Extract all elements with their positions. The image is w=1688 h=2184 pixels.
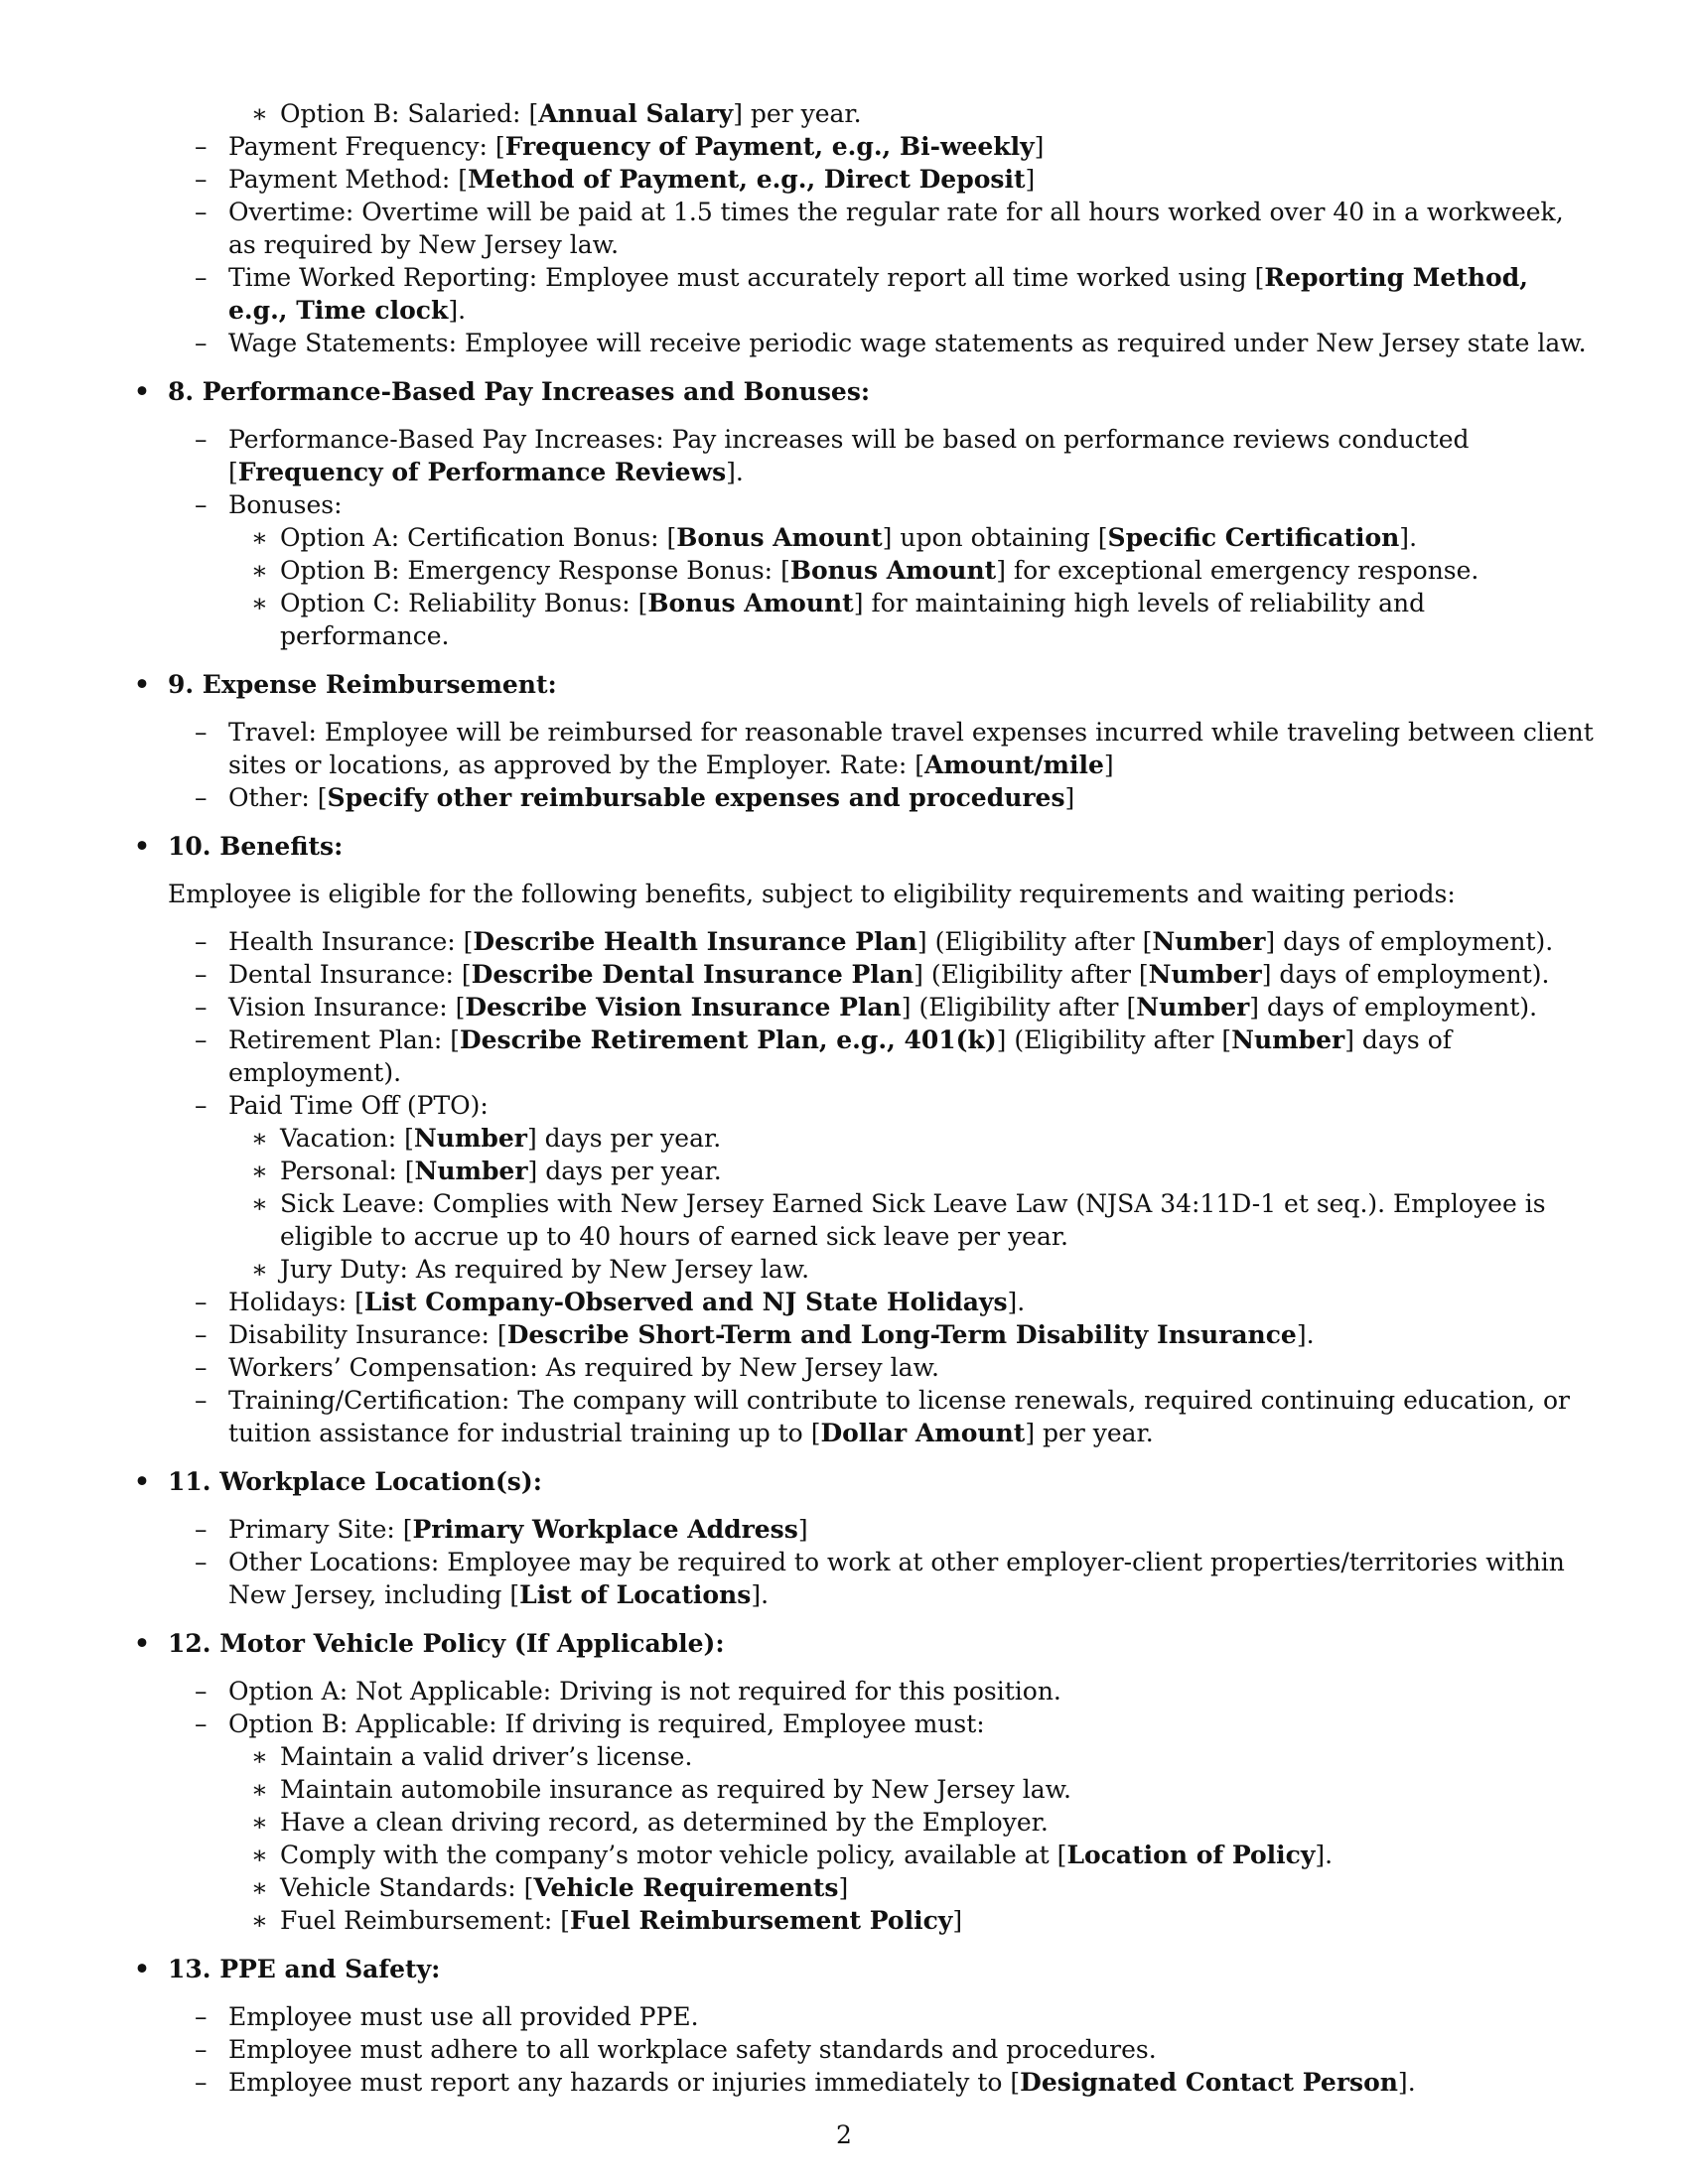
item-text: Maintain automobile insurance as required by New Jersey law. bbox=[280, 1775, 1071, 1804]
list-item: – Travel: Employee will be reimbursed for reasonable travel expenses incurred while traveling between client sites or locations, as approved by the Employer. Rate: [Amount/mile] bbox=[168, 716, 1594, 781]
item-text-after: days of employment). bbox=[228, 1025, 1453, 1087]
item-text: Holidays: bbox=[228, 1288, 355, 1316]
placeholder-field: Specific Certification bbox=[1107, 523, 1400, 552]
sub-list-item bbox=[168, 1253, 1594, 1286]
sub-list-item bbox=[168, 1773, 1594, 1806]
list-item bbox=[168, 1675, 1594, 1707]
list-item: – Retirement Plan: [Describe Retirement Plan, e.g., 401(k)] (Eligibility after [Number] days of employment). bbox=[168, 1024, 1594, 1089]
placeholder-field: Fuel Reimbursement Policy bbox=[569, 1906, 953, 1935]
item-text: Maintain a valid driver’s license. bbox=[280, 1742, 693, 1771]
section-heading: 10. Benefits: bbox=[168, 832, 344, 861]
placeholder-field: List of Locations bbox=[519, 1580, 752, 1609]
list-item: – Training/Certification: The company will contribute to license renewals, required continuing education, or tuition assistance for industrial training up to [Dollar Amount] per year. bbox=[168, 1384, 1594, 1449]
sub-list-item bbox=[168, 1806, 1594, 1839]
placeholder-field: Primary Workplace Address bbox=[412, 1515, 798, 1544]
placeholder-field: Amount/mile bbox=[924, 751, 1104, 779]
item-text-after: days of employment). bbox=[1271, 960, 1550, 989]
item-text: Payment Frequency: bbox=[228, 132, 495, 161]
section-items bbox=[168, 2000, 1594, 2099]
section-13-ppe-and-safety bbox=[134, 1953, 1594, 2099]
item-text: Option B: Emergency Response Bonus: bbox=[280, 556, 781, 585]
sub-list-item: ∗ Option B: Salaried: [Annual Salary] per year. bbox=[134, 97, 1594, 130]
section-heading: 9. Expense Reimbursement: bbox=[168, 670, 557, 699]
list-item bbox=[168, 1351, 1594, 1384]
item-text-after: . bbox=[1017, 1288, 1026, 1316]
page-number: 2 bbox=[836, 2120, 852, 2149]
item-text: Personal: bbox=[280, 1157, 405, 1185]
item-text-after: for maintaining high levels of reliability and performance. bbox=[280, 589, 1426, 650]
list-item: – Dental Insurance: [Describe Dental Insurance Plan] (Eligibility after [Number] days of employment). bbox=[168, 958, 1594, 991]
section-9-expense-reimbursement bbox=[134, 668, 1594, 814]
list-item bbox=[168, 2000, 1594, 2033]
list-item bbox=[168, 488, 1594, 521]
document-body bbox=[134, 97, 1594, 2099]
item-text-after: . bbox=[761, 1580, 770, 1609]
sub-list-item: ∗ Personal: [Number] days per year. bbox=[168, 1155, 1594, 1187]
list-item: – Disability Insurance: [Describe Short-Term and Long-Term Disability Insurance]. bbox=[168, 1318, 1594, 1351]
item-text-after: . bbox=[1409, 523, 1418, 552]
item-text: Vacation: bbox=[280, 1124, 405, 1153]
item-text-after: . bbox=[735, 458, 744, 486]
item-text: Paid Time Off (PTO): bbox=[228, 1091, 489, 1120]
section-heading: 8. Performance-Based Pay Increases and Bonuses: bbox=[168, 377, 871, 406]
section-items bbox=[168, 716, 1594, 814]
list-item: – Employee must report any hazards or injuries immediately to [Designated Contact Person]. bbox=[168, 2066, 1594, 2099]
bullet-icon: • bbox=[134, 1467, 150, 1496]
list-item bbox=[134, 196, 1594, 261]
list-item: – Other: [Specify other reimbursable expenses and procedures] bbox=[168, 781, 1594, 814]
placeholder-field: Bonus Amount bbox=[676, 523, 883, 552]
placeholder-field: Frequency of Performance Reviews bbox=[237, 458, 727, 486]
item-text: Overtime: Overtime will be paid at 1.5 times the regular rate for all hours worked over 40 in a workweek, as required by New Jersey law. bbox=[228, 198, 1564, 259]
placeholder-field: Bonus Amount bbox=[789, 556, 997, 585]
item-text-after: (Eligibility after bbox=[922, 960, 1139, 989]
placeholder-field: Specify other reimbursable expenses and procedures bbox=[327, 783, 1065, 812]
item-text: Travel: Employee will be reimbursed for reasonable travel expenses incurred while traveling between client sites or locations, as approved by the Employer. Rate: bbox=[228, 718, 1594, 779]
list-item: – Payment Frequency: [Frequency of Payment, e.g., Bi-weekly] bbox=[134, 130, 1594, 163]
item-text: Performance-Based Pay Increases: Pay increases will be based on performance reviews conducted bbox=[228, 425, 1470, 454]
placeholder-field: Number bbox=[1231, 1025, 1345, 1054]
item-text: Dental Insurance: bbox=[228, 960, 462, 989]
section-items bbox=[168, 925, 1594, 1449]
continued-list bbox=[134, 97, 1594, 359]
list-item: – Health Insurance: [Describe Health Insurance Plan] (Eligibility after [Number] days of employment). bbox=[168, 925, 1594, 958]
placeholder-field: Describe Health Insurance Plan bbox=[473, 927, 917, 956]
section-items bbox=[168, 1513, 1594, 1611]
list-item: – Performance-Based Pay Increases: Pay increases will be based on performance reviews conducted [Frequency of Performance Reviews]. bbox=[168, 423, 1594, 488]
item-text: Jury Duty: As required by New Jersey law. bbox=[280, 1255, 810, 1284]
item-text: Comply with the company’s motor vehicle policy, available at bbox=[280, 1841, 1057, 1869]
item-text-after: per year. bbox=[742, 99, 862, 128]
placeholder-field: Location of Policy bbox=[1066, 1841, 1316, 1869]
section-items bbox=[168, 423, 1594, 652]
item-text-after: for exceptional emergency response. bbox=[1005, 556, 1479, 585]
item-text: Other Locations: Employee may be required to work at other employer-client properties/territories within New Jersey, including bbox=[228, 1548, 1565, 1609]
item-text: Retirement Plan: bbox=[228, 1025, 451, 1054]
section-intro: Employee is eligible for the following benefits, subject to eligibility requirements and waiting periods: bbox=[168, 880, 1456, 908]
sub-list-item bbox=[168, 1187, 1594, 1253]
section-heading: 12. Motor Vehicle Policy (If Applicable): bbox=[168, 1629, 725, 1658]
item-text: Option B: Applicable: If driving is required, Employee must: bbox=[228, 1709, 985, 1738]
sub-list-item: ∗ Vacation: [Number] days per year. bbox=[168, 1122, 1594, 1155]
list-item bbox=[168, 1707, 1594, 1740]
section-heading: 13. PPE and Safety: bbox=[168, 1955, 441, 1983]
sub-list-item: ∗ Vehicle Standards: [Vehicle Requirements] bbox=[168, 1871, 1594, 1904]
item-text-after: . bbox=[458, 296, 467, 325]
item-text: Primary Site: bbox=[228, 1515, 403, 1544]
list-item: – Primary Site: [Primary Workplace Address] bbox=[168, 1513, 1594, 1546]
item-text: Vehicle Standards: bbox=[280, 1873, 524, 1902]
section-heading: 11. Workplace Location(s): bbox=[168, 1467, 542, 1496]
list-item: – Vision Insurance: [Describe Vision Insurance Plan] (Eligibility after [Number] days of employment). bbox=[168, 991, 1594, 1024]
sections-container bbox=[134, 375, 1594, 2099]
placeholder-field: Method of Payment, e.g., Direct Deposit bbox=[468, 165, 1026, 194]
placeholder-field: Number bbox=[413, 1124, 527, 1153]
item-text: Bonuses: bbox=[228, 490, 343, 519]
item-text: Payment Method: bbox=[228, 165, 459, 194]
placeholder-field: Number bbox=[1136, 993, 1250, 1022]
list-item bbox=[134, 327, 1594, 359]
item-text: Fuel Reimbursement: bbox=[280, 1906, 561, 1935]
placeholder-field: Reporting Method, e.g., Time clock bbox=[228, 263, 1528, 325]
placeholder-field: Dollar Amount bbox=[820, 1419, 1026, 1447]
bullet-icon: • bbox=[134, 670, 150, 699]
placeholder-field: Designated Contact Person bbox=[1020, 2068, 1398, 2097]
item-text-after: days per year. bbox=[536, 1124, 722, 1153]
item-text: Time Worked Reporting: Employee must accurately report all time worked using bbox=[228, 263, 1255, 292]
item-text-after: days of employment). bbox=[1259, 993, 1538, 1022]
item-text-after: . bbox=[1407, 2068, 1416, 2097]
placeholder-field: Describe Short-Term and Long-Term Disability Insurance bbox=[506, 1320, 1297, 1349]
bullet-icon: • bbox=[134, 832, 150, 861]
placeholder-field: Number bbox=[414, 1157, 528, 1185]
item-text: Employee must adhere to all workplace safety standards and procedures. bbox=[228, 2035, 1157, 2064]
bullet-icon: • bbox=[134, 1955, 150, 1983]
bullet-icon: • bbox=[134, 1629, 150, 1658]
item-text: Sick Leave: Complies with New Jersey Earned Sick Leave Law (NJSA 34:11D-1 et seq.). Employee is eligible to accrue up to 40 hours of earned sick leave per year. bbox=[280, 1189, 1546, 1251]
placeholder-field: Vehicle Requirements bbox=[533, 1873, 839, 1902]
sub-list-item: ∗ Option C: Reliability Bonus: [Bonus Amount] for maintaining high levels of reliability and performance. bbox=[168, 587, 1594, 652]
item-text: Option A: Not Applicable: Driving is not required for this position. bbox=[228, 1677, 1061, 1706]
item-text-after: per year. bbox=[1035, 1419, 1154, 1447]
section-11-workplace-location-s bbox=[134, 1465, 1594, 1611]
item-text: Employee must use all provided PPE. bbox=[228, 2002, 699, 2031]
item-text: Option C: Reliability Bonus: bbox=[280, 589, 638, 617]
placeholder-field: Describe Dental Insurance Plan bbox=[471, 960, 914, 989]
sub-list-item: ∗ Comply with the company’s motor vehicle policy, available at [Location of Policy]. bbox=[168, 1839, 1594, 1871]
item-text: Option A: Certification Bonus: bbox=[280, 523, 667, 552]
item-text-after: . bbox=[1306, 1320, 1315, 1349]
section-items bbox=[168, 1675, 1594, 1937]
item-text-after: days of employment). bbox=[1275, 927, 1554, 956]
item-text: Workers’ Compensation: As required by New Jersey law. bbox=[228, 1353, 939, 1382]
list-item: – Payment Method: [Method of Payment, e.g., Direct Deposit] bbox=[134, 163, 1594, 196]
section-12-motor-vehicle-policy-if-applicable bbox=[134, 1627, 1594, 1937]
item-text-after: (Eligibility after bbox=[911, 993, 1127, 1022]
list-item bbox=[168, 2033, 1594, 2066]
item-text: Other: bbox=[228, 783, 318, 812]
placeholder-field: Bonus Amount bbox=[647, 589, 854, 617]
item-text: Have a clean driving record, as determined by the Employer. bbox=[280, 1808, 1049, 1837]
section-10-benefits bbox=[134, 830, 1594, 1449]
item-text-after: (Eligibility after bbox=[926, 927, 1143, 956]
placeholder-field: Frequency of Payment, e.g., Bi-weekly bbox=[504, 132, 1035, 161]
placeholder-field: Describe Retirement Plan, e.g., 401(k) bbox=[459, 1025, 997, 1054]
item-text: Option B: Salaried: bbox=[280, 99, 529, 128]
item-text: Training/Certification: The company will contribute to license renewals, required continuing education, or tuition assistance for industrial training up to bbox=[228, 1386, 1570, 1447]
item-text-after: . bbox=[1325, 1841, 1334, 1869]
placeholder-field: Number bbox=[1148, 960, 1262, 989]
placeholder-field: Describe Vision Insurance Plan bbox=[465, 993, 902, 1022]
placeholder-field: List Company-Observed and NJ State Holidays bbox=[363, 1288, 1008, 1316]
list-item bbox=[168, 1089, 1594, 1122]
item-text: Vision Insurance: bbox=[228, 993, 456, 1022]
item-text: Employee must report any hazards or injuries immediately to bbox=[228, 2068, 1011, 2097]
item-text-after: (Eligibility after bbox=[1006, 1025, 1222, 1054]
item-text: Health Insurance: bbox=[228, 927, 464, 956]
sub-list-item: ∗ Option B: Emergency Response Bonus: [Bonus Amount] for exceptional emergency response. bbox=[168, 554, 1594, 587]
item-text-after: days per year. bbox=[537, 1157, 722, 1185]
sub-list-item: ∗ Option A: Certification Bonus: [Bonus Amount] upon obtaining [Specific Certification]. bbox=[168, 521, 1594, 554]
item-text-after: upon obtaining bbox=[892, 523, 1098, 552]
list-item: – Holidays: [List Company-Observed and NJ State Holidays]. bbox=[168, 1286, 1594, 1318]
list-item: – Time Worked Reporting: Employee must accurately report all time worked using [Reporting Method, e.g., Time clock]. bbox=[134, 261, 1594, 327]
item-text: Wage Statements: Employee will receive periodic wage statements as required under New Jersey state law. bbox=[228, 329, 1587, 357]
item-text: Disability Insurance: bbox=[228, 1320, 497, 1349]
sub-list-item: ∗ Fuel Reimbursement: [Fuel Reimbursement Policy] bbox=[168, 1904, 1594, 1937]
section-8-performance-based-pay-increases-and-bo bbox=[134, 375, 1594, 652]
sub-list-item bbox=[168, 1740, 1594, 1773]
bullet-icon: • bbox=[134, 377, 150, 406]
list-item: – Other Locations: Employee may be required to work at other employer-client properties/territories within New Jersey, including [List of Locations]. bbox=[168, 1546, 1594, 1611]
placeholder-field: Number bbox=[1152, 927, 1266, 956]
placeholder-field: Annual Salary bbox=[538, 99, 734, 128]
